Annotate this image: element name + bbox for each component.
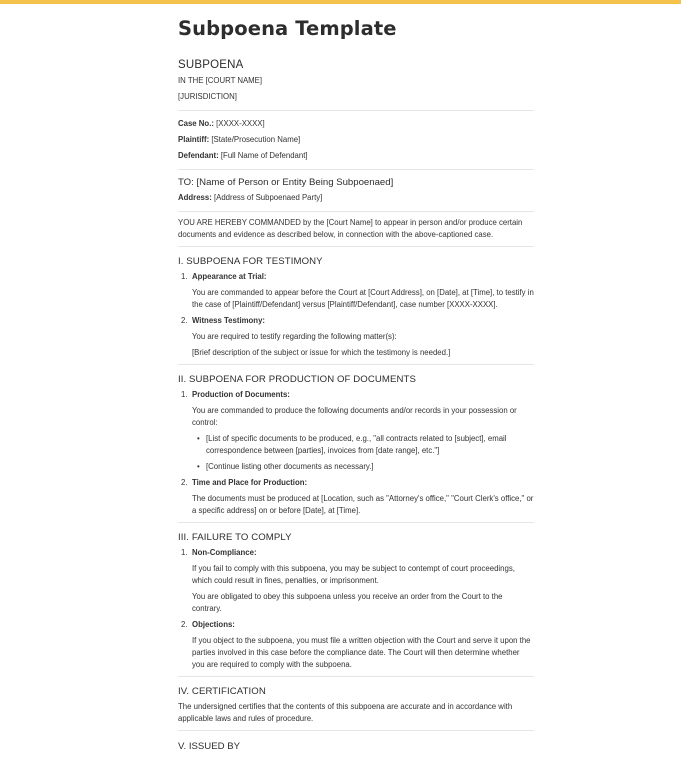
certification-paragraph: The undersigned certifies that the contents of this subpoena are accurate and in accordance with applicable laws and rules of procedure. (178, 702, 513, 723)
list-item (178, 547, 534, 615)
divider (178, 522, 534, 523)
page-title: Subpoena Template (178, 17, 397, 40)
case-number-label: Case No.: (178, 119, 214, 128)
top-accent-bar (0, 0, 681, 4)
defendant-label: Defendant: (178, 151, 219, 160)
court-name: IN THE [COURT NAME] (178, 76, 263, 85)
plaintiff-label: Plaintiff: (178, 135, 210, 144)
section-heading-documents: II. SUBPOENA FOR PRODUCTION OF DOCUMENTS (178, 374, 416, 385)
item-title: Witness Testimony: (192, 316, 266, 325)
section-heading-certification: IV. CERTIFICATION (178, 686, 266, 697)
item-paragraph: If you object to the subpoena, you must file a written objection with the Court and serve it upon the parties involved in this case before the compliance date. The Court will then determine whether you are required to comply with the subpoena. (192, 636, 531, 669)
address-label: Address: (178, 193, 212, 202)
item-number: 2. (181, 478, 188, 487)
bullet-icon: • (197, 434, 200, 443)
case-number-value: [XXXX-XXXX] (213, 119, 265, 128)
list-item (178, 315, 534, 359)
list-item (178, 271, 534, 311)
item-number: 1. (181, 390, 188, 399)
item-paragraph: You are commanded to appear before the Court at [Court Address], on [Date], at [Time], to testify in the case of [Plaintiff/Defendant] versus [Plaintiff/Defendant], case number [XXXX-XXXX]. (192, 288, 534, 309)
item-title: Production of Documents: (192, 390, 290, 399)
divider (178, 211, 534, 212)
divider (178, 730, 534, 731)
bullet-text: [List of specific documents to be produced, e.g., "all contracts related to [subject], email correspondence between [parties], invoices from [date range], etc."] (206, 434, 507, 455)
item-title: Non-Compliance: (192, 548, 257, 557)
subpoena-heading: SUBPOENA (178, 59, 244, 71)
item-paragraph: If you fail to comply with this subpoena, you may be subject to contempt of court proceedings, which could result in fines, penalties, or imprisonment. (192, 564, 515, 585)
case-number-line (178, 116, 534, 132)
divider (178, 110, 534, 111)
divider (178, 246, 534, 247)
item-number: 2. (181, 620, 188, 629)
item-paragraph: You are required to testify regarding the following matter(s): (192, 332, 397, 341)
divider (178, 169, 534, 170)
defendant-value: [Full Name of Defendant] (218, 151, 308, 160)
command-paragraph: YOU ARE HEREBY COMMANDED by the [Court Name] to appear in person and/or produce certain documents and evidence as described below, in connection with the above-captioned case. (178, 218, 523, 239)
address-value: [Address of Subpoenaed Party] (211, 193, 323, 202)
item-paragraph: The documents must be produced at [Location, such as "Attorney's office," "Court Clerk's office," or a specific address] on or before [Date], at [Time]. (192, 494, 534, 515)
list-item (178, 619, 534, 671)
bullet-item (192, 461, 534, 473)
plaintiff-line (178, 132, 534, 148)
to-heading: TO: [Name of Person or Entity Being Subpoenaed] (178, 177, 394, 188)
bullet-text: [Continue listing other documents as necessary.] (206, 462, 374, 471)
bullet-item (192, 433, 534, 457)
item-title: Time and Place for Production: (192, 478, 308, 487)
item-paragraph: You are obligated to obey this subpoena unless you receive an order from the Court to the contrary. (192, 592, 503, 613)
item-title: Appearance at Trial: (192, 272, 267, 281)
list-item (178, 389, 534, 473)
item-number: 1. (181, 272, 188, 281)
list-item (178, 477, 534, 517)
item-number: 1. (181, 548, 188, 557)
item-number: 2. (181, 316, 188, 325)
section-heading-failure: III. FAILURE TO COMPLY (178, 532, 292, 543)
defendant-line (178, 148, 534, 164)
divider (178, 676, 534, 677)
plaintiff-value: [State/Prosecution Name] (209, 135, 301, 144)
section-heading-testimony: I. SUBPOENA FOR TESTIMONY (178, 256, 323, 267)
jurisdiction: [JURISDICTION] (178, 92, 237, 101)
divider (178, 364, 534, 365)
item-paragraph: You are commanded to produce the following documents and/or records in your possession or control: (192, 406, 517, 427)
document-body (178, 12, 534, 752)
item-paragraph: [Brief description of the subject or issue for which the testimony is needed.] (192, 348, 451, 357)
section-heading-issued-by: V. ISSUED BY (178, 741, 241, 752)
bullet-icon: • (197, 462, 200, 471)
address-line (178, 190, 534, 206)
item-title: Objections: (192, 620, 235, 629)
